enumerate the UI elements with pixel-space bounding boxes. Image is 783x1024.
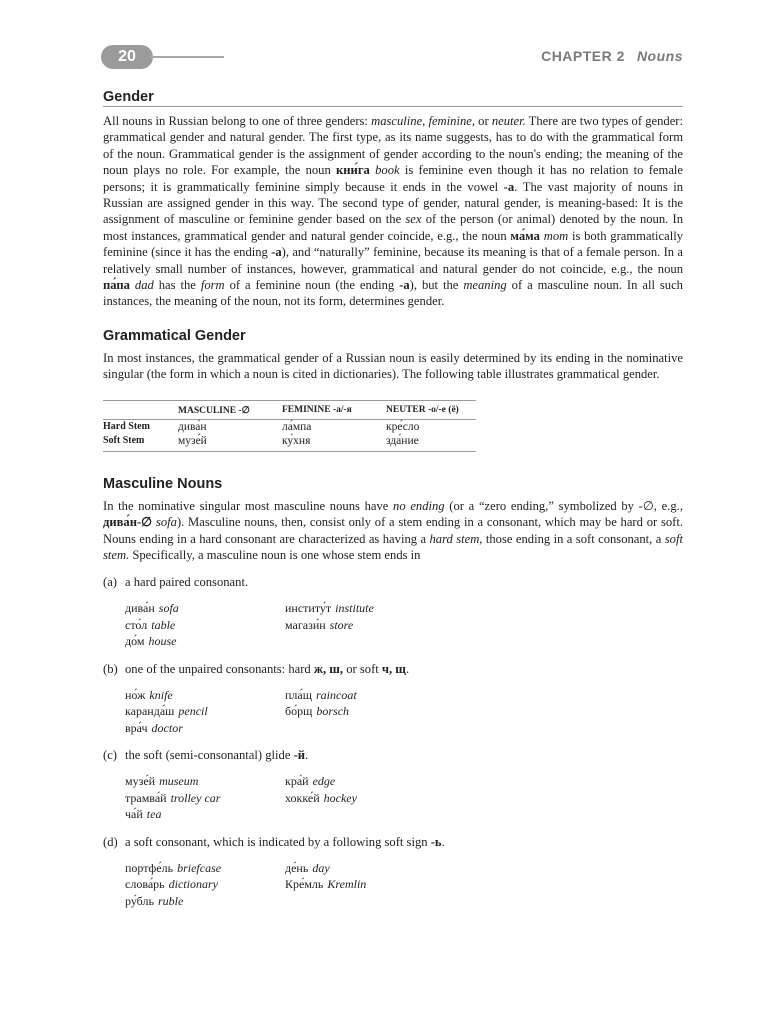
russian-word: до́м [125,634,145,649]
example-word [125,600,285,617]
example-word [285,703,485,720]
russian-word: пла́щ [285,687,312,702]
example-grid [125,687,683,737]
text-run: of a masculine noun. In all such instances, the meaning of the noun, not its form, determines gender. [103,278,683,309]
russian-word: слова́рь [125,877,165,892]
text-run: no ending [393,498,445,513]
russian-word: ча́й [125,807,143,822]
text-run: There are two types of gender: grammatical gender and natural gender. The first type, as its name suggests, has to do with the grammatical form of the noun. Grammatical gender is the assignment of gender according to the noun's ending; the meaning of the noun plays no role. For example, the noun [103,114,683,178]
example-grid [125,600,683,650]
page-content [103,89,683,909]
russian-word: вра́ч [125,720,148,735]
english-gloss: hockey [323,790,357,805]
text-run: or [474,114,492,128]
text-run: In the nominative singular most masculine nouns have [103,498,394,513]
russian-word: трамва́й [125,790,167,805]
text-run: of the person (or animal) denoted by the noun. In most instances, grammatical gender and natural gender coincide, e.g., the noun [103,212,684,243]
text-run: those ending in a soft consonant, a [482,531,665,546]
gender-paragraph [103,113,683,310]
list-item-label: (d) [103,834,118,849]
section-heading-gender: Gender [103,89,683,107]
page-number-rule [150,56,224,58]
example-word [285,773,485,790]
english-gloss: dictionary [168,877,218,892]
text-run: ч, щ [381,661,406,676]
example-word [125,773,285,790]
example-word [125,860,285,877]
list-item [103,834,683,910]
text-run: ма́ма [510,228,540,243]
text-run: a soft consonant, which is indicated by a following soft sign [125,834,431,849]
text-run: . [405,661,410,676]
example-word [285,687,485,704]
english-gloss: tea [146,807,162,822]
example-grid [125,860,683,910]
text-run: or soft [343,661,382,676]
russian-word: но́ж [125,687,146,702]
table-cell: ку́хня [282,434,386,452]
text-run: па́па [103,278,130,293]
text-run: is both grammatically feminine (since it has the ending [103,228,684,260]
text-run: a hard paired consonant. [125,575,249,590]
page-number: 20 [101,45,153,69]
text-run: meaning [463,278,507,293]
text-run: кни́га [336,163,370,178]
text-run: soft stem. [103,531,683,562]
russian-word: ру́бль [125,893,154,908]
table-row [103,434,476,452]
english-gloss: ruble [157,893,184,908]
english-gloss: edge [312,774,336,789]
example-word [125,617,285,634]
russian-word: дива́н [125,601,155,616]
text-run: neuter. [491,114,526,128]
english-gloss: knife [149,687,173,702]
text-run: mom [543,228,569,243]
text-run: . [305,748,309,763]
text-run: ), but the [409,278,464,293]
list-item [103,661,683,737]
table-row-label: Hard Stem [103,421,150,433]
table-cell: дива́н [178,420,207,433]
russian-word: каранда́ш [125,704,175,719]
english-gloss: house [148,634,177,649]
russian-word: магази́н [285,617,326,632]
text-run: -а [503,179,515,194]
list-item-text [125,662,409,676]
example-word [125,687,285,704]
text-run: sofa [155,515,177,530]
russian-word: Кре́мль [285,877,324,892]
english-gloss: table [151,617,176,632]
english-gloss: store [329,617,354,632]
text-run: All nouns in Russian belong to one of three genders: [103,114,372,128]
example-word [285,600,485,617]
section-heading-grammatical-gender: Grammatical Gender [103,327,246,344]
table-cell: ла́мпа [282,420,312,433]
example-grid [125,773,683,823]
example-word [125,720,285,737]
text-run: -й [293,748,306,763]
text-run: -а [399,278,410,293]
russian-word: портфе́ль [125,860,174,875]
running-header [541,48,683,64]
text-run: form [200,278,225,293]
text-run: of a feminine noun (the ending [224,278,400,293]
example-word [125,633,285,650]
example-word [125,876,285,893]
list-item-text [125,575,248,589]
text-run: ), and “naturally” feminine, because its meaning is that of a female person. In a relatively small number of instances, however, grammatical and natural gender do not coincide, e.g., the noun [103,245,683,276]
russian-word: музе́й [125,774,156,789]
table-header-row [103,400,476,419]
english-gloss: sofa [158,601,179,616]
text-run: has the [153,278,201,293]
russian-word: хокке́й [285,790,320,805]
example-word [125,790,285,807]
text-run: the soft (semi-consonantal) glide [125,748,294,763]
masculine-noun-list [103,574,683,909]
chapter-title: Nouns [636,48,683,64]
list-item-label: (a) [103,575,117,590]
masculine-paragraph [103,498,683,564]
english-gloss: briefcase [177,860,222,875]
text-run: one of the unpaired consonants: hard [125,661,314,676]
example-word [285,617,485,634]
russian-word: кра́й [285,774,309,789]
example-word [125,703,285,720]
text-run: -а [271,245,282,260]
table-header-cell: MASCULINE -∅ [178,400,282,419]
text-run: Specifically, a masculine noun is one whose stem ends in [129,547,421,562]
example-word [125,893,285,910]
text-run: dad [134,278,154,293]
table-cell: кре́сло [386,420,420,433]
russian-word: сто́л [125,617,148,632]
text-run: book [375,163,400,178]
table-cell: зда́ние [386,434,476,452]
list-item-text [125,835,445,849]
english-gloss: borsch [316,704,350,719]
english-gloss: doctor [151,720,183,735]
section-heading-masculine-nouns: Masculine Nouns [103,475,223,492]
table-header-cell: NEUTER -о/-е (ё) [386,400,476,419]
example-word [285,790,485,807]
table-row-label: Soft Stem [103,434,178,452]
text-run: hard stem, [429,531,483,546]
english-gloss: Kremlin [327,877,367,892]
english-gloss: trolley car [170,790,221,805]
grammatical-gender-paragraph: In most instances, the grammatical gender of a Russian noun is easily determined by its ending in the nominative singular (the form in which a noun is cited in dictionaries). The following table illustrates grammatical gender. [103,350,683,382]
russian-word: институ́т [285,601,332,616]
english-gloss: institute [335,601,374,616]
text-run: (or a “zero ending,” symbolized by -∅, e.g., [444,498,683,513]
text-run: . The vast majority of nouns in Russian are assigned gender in this way. The second type of gender, natural gender, is meaning-based: It is the assignment of masculine or feminine gender based on the [103,179,683,227]
text-run: masculine, feminine, [371,114,475,128]
example-word [285,876,485,893]
text-run: . [441,834,445,849]
english-gloss: raincoat [315,687,357,702]
english-gloss: day [312,860,330,875]
table-cell: музе́й [178,434,282,452]
table-header-cell [103,400,178,419]
english-gloss: museum [159,774,199,789]
text-run: -ь [430,834,442,849]
list-item-text [125,748,308,762]
text-run: ). Masculine nouns, then, consist only of a stem ending in a consonant, which may be hard or soft. Nouns ending in a hard consonant are characterized as having a [103,515,683,546]
list-item-label: (c) [103,748,117,763]
gender-table [103,400,476,452]
example-word [125,806,285,823]
russian-word: де́нь [285,860,309,875]
table-row [103,419,476,434]
text-run: is feminine even though it has no relation to female persons; it is grammatically feminine simply because it ends in the vowel [103,163,683,194]
russian-word: бо́рщ [285,704,313,719]
text-run: ж, ш, [313,661,344,676]
chapter-label: CHAPTER 2 [541,48,625,64]
english-gloss: pencil [178,704,208,719]
example-word [285,860,485,877]
table-header-cell: FEMININE -а/-я [282,400,386,419]
list-item-label: (b) [103,661,118,676]
list-item [103,747,683,823]
text-run: sex [405,212,422,227]
text-run: дива́н-∅ [103,515,153,530]
list-item [103,574,683,650]
